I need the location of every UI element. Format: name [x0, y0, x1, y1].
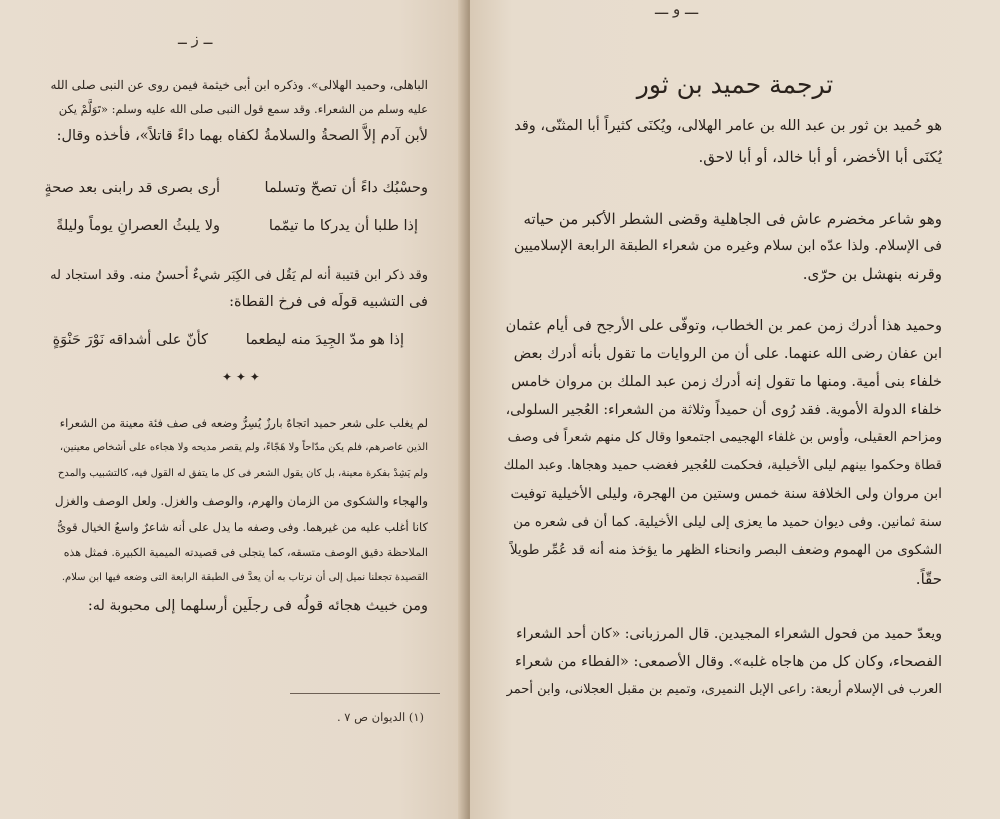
verse-first-hemistich: أرى بصرى قد رابنى بعد صحةٍ [44, 180, 220, 196]
text-line: خلفاء بنى أمية. ومنها ما تقول إنه أدرك زمن عبد الملك بن مروان خامس [511, 374, 942, 390]
text-line: خلفاء الدولة الأموية. فقد رُوى أن حميداً وثلاثة من الشعراء: العُجير السلولى، [505, 402, 942, 418]
text-line: هو حُميد بن ثور بن عبد الله بن عامر الهلالى، ويُكنَى كثيراً أبا المثنّى، وقد [514, 118, 942, 134]
text-line: فى الإسلام. ولذا عدّه ابن سلام وغيره من شعراء الطبقة الرابعة الإسلاميين [513, 238, 942, 254]
text-line: العرب فى الإسلام أربعة: راعى الإبل النميرى، وتميم بن مقبل العجلانى، وابن أحمر [506, 682, 942, 697]
text-line: وقد ذكر ابن قتيبة أنه لم يَقُل فى الكِبَر شيءٌ أحسنُ منه. وقد استجاد له [50, 268, 428, 283]
text-line: سنة ثمانين. وفى ديوان حميد ما يعزى إلى ليلى الأخيلية. كما أن فى شعره من [513, 514, 942, 530]
text-line: حقّاً. [915, 570, 942, 588]
verse-second-hemistich: وحسْبُك داءً أن تصحّ وتسلما [264, 180, 428, 196]
verse-second-hemistich: إذا هو مدّ الجِيدَ منه ليطعما [245, 332, 404, 348]
right-page [470, 0, 1000, 819]
text-line: الفصحاء، وكان كل من هاجاه غلبه». وقال الأصمعى: «الفطاء من شعراء [515, 654, 942, 670]
text-line: ابن مروان ولى الخلافة سنة خمس وستين من الهجرة، وليلى الأخيلية توفيت [510, 486, 942, 502]
left-page [0, 0, 468, 819]
text-line: وهو شاعر مخضرم عاش فى الجاهلية وقضى الشطر الأكبر من حياته [523, 210, 942, 228]
text-line: لم يغلب على شعر حميد اتجاهٌ بارزٌ يُسِرُّ وضعه فى صف فئة معينة من الشعراء [59, 416, 428, 430]
text-line: يُكنَى أبا الأخضر، أو أبا خالد، أو أبا لاحق. [698, 148, 942, 166]
text-line: كانا أغلب عليه من غيرهما. وفى وصفه ما يدل على أنه شاعرٌ واسعُ الخيال قوىُّ [57, 520, 428, 534]
text-line: وحميد هذا أدرك زمن عمر بن الخطاب، وتوفّى على الأرجح فى أيام عثمان [505, 318, 942, 334]
footnote: (١) الديوان ص ٧ . [336, 710, 424, 724]
text-line: لأبن آدم إلاَّ الصحةُ والسلامةُ لكفاه بهما داءً قاتلاً»، فأخذه وقال: [56, 128, 428, 144]
text-line: الباهلى، وحميد الهلالى». وذكره ابن أبى خيثمة فيمن روى عن النبى صلى الله [50, 78, 428, 92]
verse-second-hemistich: إذا طلبا أن يدركا ما تيمّما [268, 218, 418, 234]
text-line: ويعدّ حميد من فحول الشعراء المجيدين. قال المرزبانى: «كان أحد الشعراء [516, 626, 942, 642]
section-stars: ✦ ✦ ✦ [222, 370, 260, 384]
page-header-fragment: ـــ و ـــ [655, 0, 699, 18]
verse-first-hemistich: ولا يلبثُ العصرانِ يوماً وليلةً [56, 218, 220, 234]
text-line: الملاحظة دقيق الوصف متسقه، كما يتجلى فى قصيدته الميمية الكبيرة. فمثل هذه [63, 546, 428, 559]
text-line: القصيدة تجعلنا نميل إلى أن نرتاب به أن يعدَّ فى الطبقة الرابعة التى وضعه فيها ابن سلام. [61, 572, 428, 583]
text-line: وقرنه بنهشل بن حرّى. [802, 265, 942, 283]
text-line: الذين عاصرهم، فلم يكن مدّاحاً ولا هَجّاءً، ولم يقصر مديحه ولا هجاءه على أشخاص معينين، [59, 442, 428, 453]
text-line: قطاة وحكموا بينهم ليلى الأخيلية، فحكمت للعُجير فغضب حميد وهجاها. وعبد الملك [503, 458, 942, 473]
text-line: ومزاحم العقيلى، وأوس بن غلفاء الهجيمى اجتمعوا وقال كل منهم شعراً فى وصف [507, 430, 942, 445]
page-number: ــ ز ــ [178, 30, 213, 48]
chapter-title: ترجمة حميد بن ثور [636, 70, 834, 99]
text-line: الشكوى من الهموم وضعف البصر وانحناء الظهر ما يؤخذ منه أنه قد عُمِّر طويلاً [509, 542, 942, 558]
text-line: ومن خبيث هجائه قولُه فى رجلَين أرسلهما إلى محبوبة له: [87, 598, 428, 614]
text-line: فى التشبيه قولَه فى فرخ القطاة: [229, 294, 428, 310]
text-line: عليه وسلم من الشعراء. وقد سمع قول النبى صلى الله عليه وسلم: «تَوَلَّمْ يكن [58, 102, 428, 116]
text-line: ابن عفان رضى الله عنهما. على أن من الروايات ما تقول بأنه أدرك بعض [513, 346, 942, 362]
verse-first-hemistich: كأنّ على أشداقه نَوْرَ حَنْوَةٍ [52, 332, 208, 348]
footnote-rule [290, 693, 440, 694]
text-line: والهجاء والشكوى من الزمان والهرم، والوصف والغزل. ولعل الوصف والغزل [54, 494, 428, 508]
text-line: ولم يَشِدْ بفكرة معينة، بل كان يقول الشعر فى كل ما يتفق له القول فيه، كالتشبيب والمدح [57, 468, 428, 479]
